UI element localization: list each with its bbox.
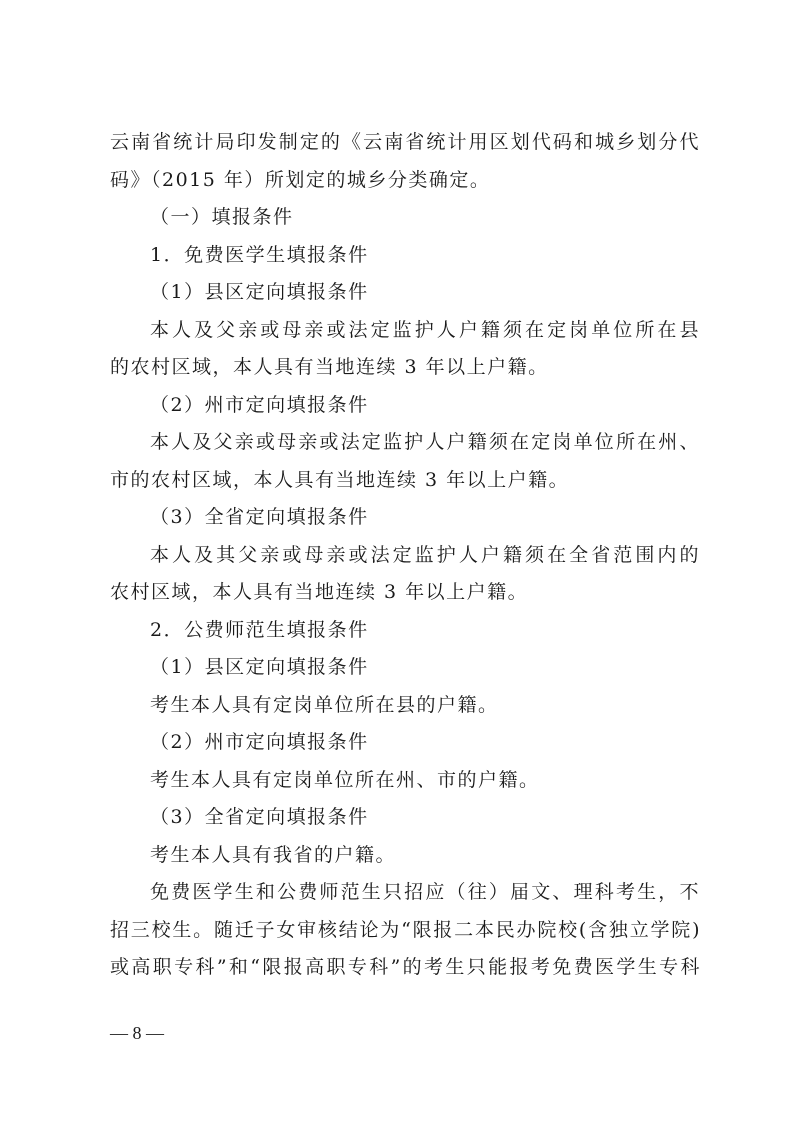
subsection-heading: 2．公费师范生填报条件	[150, 619, 369, 641]
text-line: 市的农村区域，本人具有当地连续 3 年以上户籍。	[110, 469, 570, 491]
item-heading: （1）县区定向填报条件	[150, 656, 369, 678]
item-heading: （1）县区定向填报条件	[150, 281, 369, 303]
page-number: — 8 —	[110, 1023, 164, 1043]
text-line: 的农村区域，本人具有当地连续 3 年以上户籍。	[110, 356, 549, 378]
section-heading: （一）填报条件	[150, 206, 294, 228]
text-line: 本人及父亲或母亲或法定监护人户籍须在定岗单位所在州、	[150, 431, 700, 453]
text-line: 云南省统计局印发制定的《云南省统计用区划代码和城乡划分代	[110, 131, 700, 153]
text-line: 码》（2015 年）所划定的城乡分类确定。	[110, 169, 491, 191]
text-line: 考生本人具有我省的户籍。	[150, 844, 397, 866]
text-line: 本人及其父亲或母亲或法定监护人户籍须在全省范围内的	[150, 544, 700, 566]
text-line: 农村区域，本人具有当地连续 3 年以上户籍。	[110, 581, 529, 603]
item-heading: （2）州市定向填报条件	[150, 731, 369, 753]
text-line: 免费医学生和公费师范生只招应（往）届文、理科考生，不	[150, 881, 700, 903]
text-line: 考生本人具有定岗单位所在州、市的户籍。	[150, 769, 540, 791]
item-heading: （3）全省定向填报条件	[150, 806, 369, 828]
subsection-heading: 1．免费医学生填报条件	[150, 244, 369, 266]
text-line: 或高职专科”和“限报高职专科”的考生只能报考免费医学生专科	[110, 956, 700, 978]
item-heading: （3）全省定向填报条件	[150, 506, 369, 528]
item-heading: （2）州市定向填报条件	[150, 394, 369, 416]
text-line: 招三校生。随迁子女审核结论为“限报二本民办院校(含独立学院)	[110, 919, 700, 941]
text-line: 考生本人具有定岗单位所在县的户籍。	[150, 694, 499, 716]
text-line: 本人及父亲或母亲或法定监护人户籍须在定岗单位所在县	[150, 319, 700, 341]
